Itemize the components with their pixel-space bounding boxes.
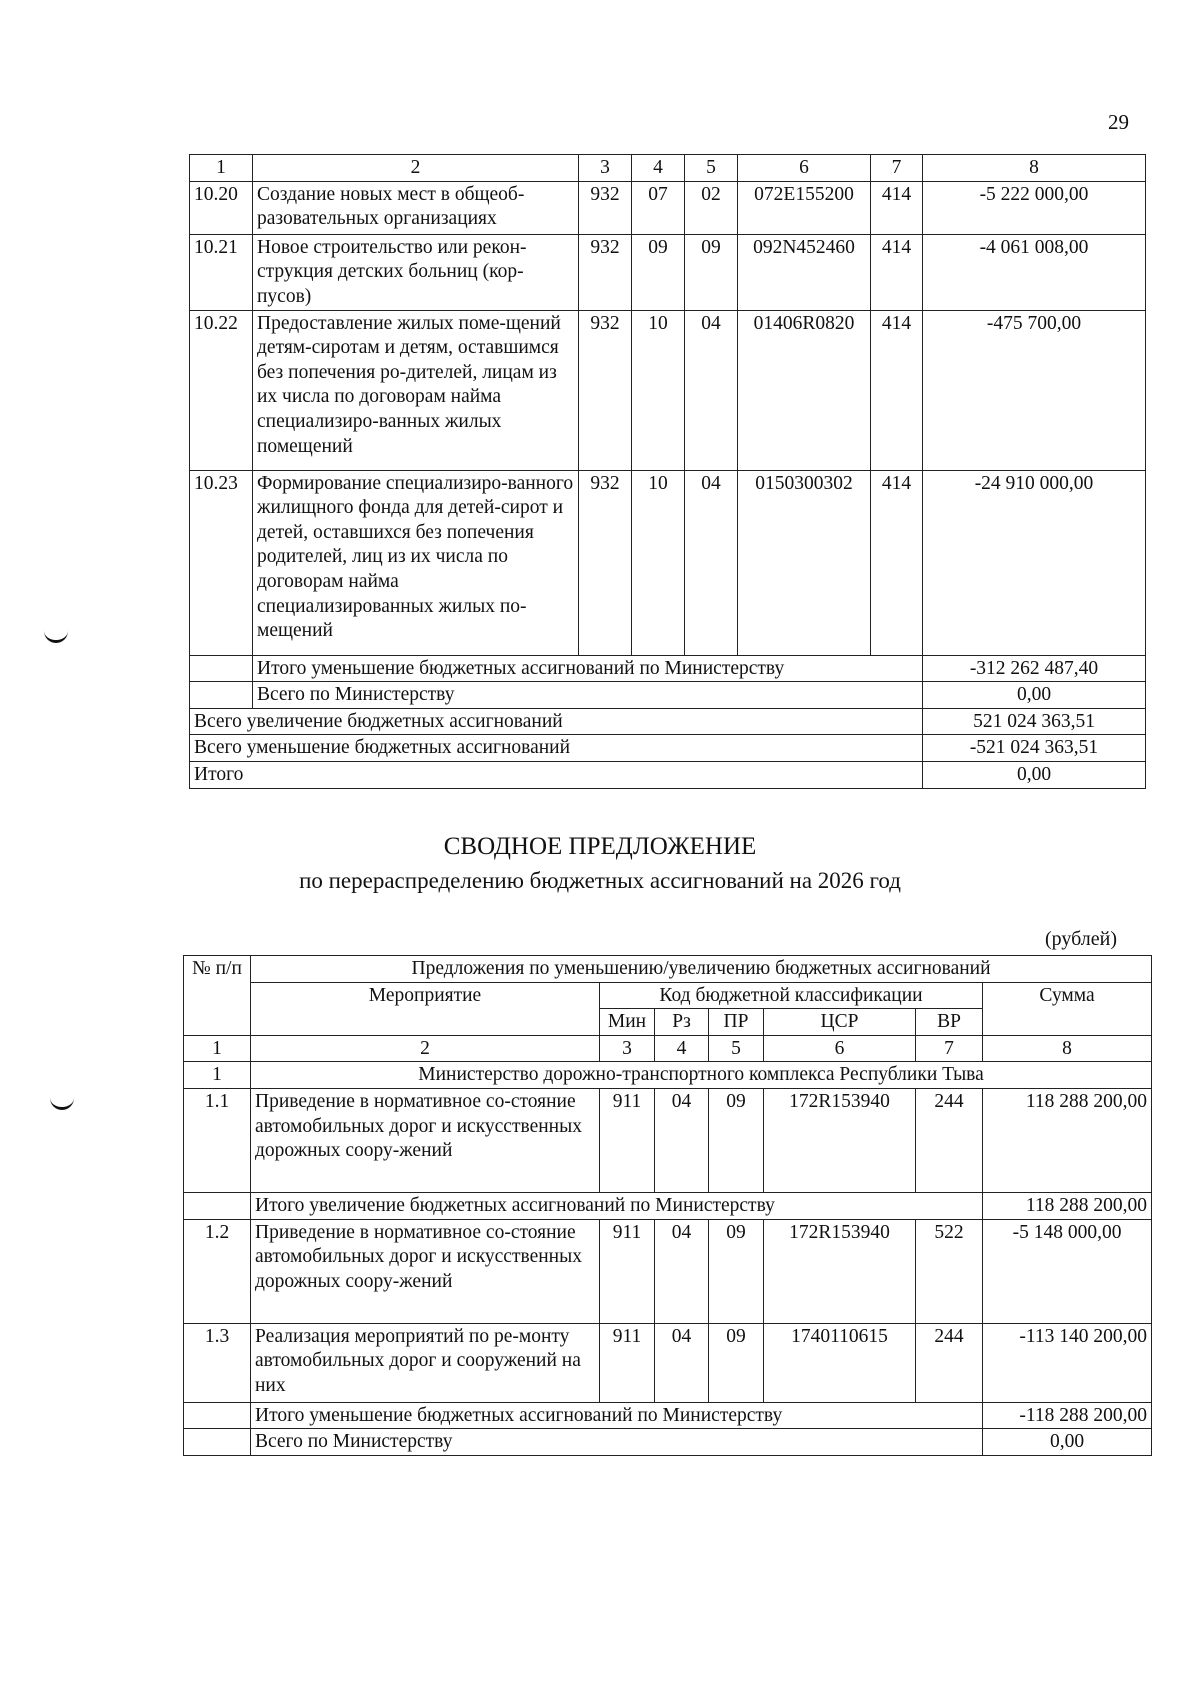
csr-code: 01406R0820	[738, 310, 871, 470]
total-label: Всего по Министерству	[253, 682, 923, 709]
column-number: 1	[190, 155, 253, 182]
document-title: СВОДНОЕ ПРЕДЛОЖЕНИЕ	[443, 833, 757, 860]
header-min: Мин	[600, 1009, 655, 1036]
row-name: Предоставление жилых поме-щений детям-сиротам и детям, оставшимся без попечения ро-дителей, лицам из их числа по договорам найма специализиро-ванных жилых помещений	[253, 310, 579, 470]
column-number: 7	[871, 155, 923, 182]
rz-code: 07	[632, 181, 685, 234]
row-name: Приведение в нормативное со-стояние автомобильных дорог и искусственных дорожных соору-жений	[251, 1088, 600, 1192]
row-number: 10.23	[190, 470, 253, 655]
vr-code: 244	[916, 1323, 983, 1402]
row-sum: -4 061 008,00	[923, 234, 1146, 310]
total-label: Всего уменьшение бюджетных ассигнований	[190, 735, 923, 762]
csr-code: 092N452460	[738, 234, 871, 310]
column-number-row	[184, 1035, 1152, 1062]
total-sum: 0,00	[983, 1429, 1152, 1456]
header-row	[184, 982, 1152, 1009]
total-row	[190, 761, 1146, 788]
min-code: 911	[600, 1088, 655, 1192]
total-sum: 0,00	[923, 761, 1146, 788]
row-sum: -5 222 000,00	[923, 181, 1146, 234]
header-code: Код бюджетной классификации	[600, 982, 983, 1009]
total-row	[184, 1402, 1152, 1429]
column-number: 2	[253, 155, 579, 182]
row-name: Реализация мероприятий по ре-монту автомобильных дорог и сооружений на них	[251, 1323, 600, 1402]
rz-code: 04	[655, 1323, 709, 1402]
total-label: Итого уменьшение бюджетных ассигнований по Министерству	[253, 655, 923, 682]
total-row	[190, 735, 1146, 762]
min-code: 932	[579, 470, 632, 655]
pr-code: 04	[685, 470, 738, 655]
budget-table-continuation	[189, 154, 1146, 789]
section-row	[184, 1062, 1152, 1089]
total-label: Итого уменьшение бюджетных ассигнований по Министерству	[251, 1402, 983, 1429]
table-row	[184, 1088, 1152, 1192]
total-sum: 118 288 200,00	[983, 1192, 1152, 1219]
column-number: 4	[655, 1035, 709, 1062]
table-row	[184, 1219, 1152, 1323]
header-rz: Рз	[655, 1009, 709, 1036]
row-number: 10.22	[190, 310, 253, 470]
rz-code: 04	[655, 1088, 709, 1192]
table-row	[190, 470, 1146, 655]
pr-code: 09	[709, 1323, 764, 1402]
row-sum: -113 140 200,00	[983, 1323, 1152, 1402]
min-code: 932	[579, 181, 632, 234]
margin-mark	[44, 628, 68, 643]
column-number: 6	[764, 1035, 916, 1062]
pr-code: 09	[685, 234, 738, 310]
header-proposals: Предложения по уменьшению/увеличению бюджетных ассигнований	[251, 956, 1152, 983]
min-code: 932	[579, 310, 632, 470]
vr-code: 414	[871, 234, 923, 310]
row-number: 1.2	[184, 1219, 251, 1323]
row-name: Формирование специализиро-ванного жилищного фонда для детей-сирот и детей, оставшихся без попечения родителей, лиц из их числа по договорам найма специализированных жилых по-мещений	[253, 470, 579, 655]
header-csr: ЦСР	[764, 1009, 916, 1036]
table-row	[190, 181, 1146, 234]
header-pr: ПР	[709, 1009, 764, 1036]
min-code: 911	[600, 1323, 655, 1402]
column-number: 4	[632, 155, 685, 182]
total-row	[190, 708, 1146, 735]
column-number: 7	[916, 1035, 983, 1062]
total-sum: -312 262 487,40	[923, 655, 1146, 682]
table-row	[190, 234, 1146, 310]
pr-code: 04	[685, 310, 738, 470]
csr-code: 172R153940	[764, 1219, 916, 1323]
min-code: 932	[579, 234, 632, 310]
row-number: 1.3	[184, 1323, 251, 1402]
header-vr: ВР	[916, 1009, 983, 1036]
total-sum: 521 024 363,51	[923, 708, 1146, 735]
page-number: 29	[1108, 110, 1129, 134]
row-sum: 118 288 200,00	[983, 1088, 1152, 1192]
vr-code: 414	[871, 181, 923, 234]
row-sum: -24 910 000,00	[923, 470, 1146, 655]
total-label: Итого	[190, 761, 923, 788]
row-sum: -475 700,00	[923, 310, 1146, 470]
total-label: Всего увеличение бюджетных ассигнований	[190, 708, 923, 735]
total-row	[190, 682, 1146, 709]
pr-code: 09	[709, 1219, 764, 1323]
total-sum: -521 024 363,51	[923, 735, 1146, 762]
margin-mark	[50, 1095, 74, 1110]
budget-proposal-table	[183, 955, 1152, 1456]
header-event: Мероприятие	[251, 982, 600, 1035]
vr-code: 522	[916, 1219, 983, 1323]
csr-code: 1740110615	[764, 1323, 916, 1402]
csr-code: 0150300302	[738, 470, 871, 655]
section-number: 1	[184, 1062, 251, 1089]
header-number: № п/п	[184, 956, 251, 1036]
total-sum: -118 288 200,00	[983, 1402, 1152, 1429]
total-label: Всего по Министерству	[251, 1429, 983, 1456]
rz-code: 10	[632, 310, 685, 470]
column-number: 3	[579, 155, 632, 182]
header-sum: Сумма	[983, 982, 1152, 1035]
column-number: 5	[709, 1035, 764, 1062]
pr-code: 09	[709, 1088, 764, 1192]
total-row	[184, 1192, 1152, 1219]
column-number: 8	[923, 155, 1146, 182]
min-code: 911	[600, 1219, 655, 1323]
table-row	[190, 310, 1146, 470]
row-name: Приведение в нормативное со-стояние автомобильных дорог и искусственных дорожных соору-жений	[251, 1219, 600, 1323]
section-name: Министерство дорожно-транспортного комплекса Республики Тыва	[251, 1062, 1152, 1089]
table-row	[184, 1323, 1152, 1402]
vr-code: 414	[871, 470, 923, 655]
document-subtitle: по перераспределению бюджетных ассигнований на 2026 год	[299, 868, 901, 893]
row-name: Новое строительство или рекон-струкция детских больниц (кор-пусов)	[253, 234, 579, 310]
column-number: 6	[738, 155, 871, 182]
rz-code: 09	[632, 234, 685, 310]
csr-code: 072E155200	[738, 181, 871, 234]
units-label: (рублей)	[1045, 928, 1118, 950]
total-row	[184, 1429, 1152, 1456]
csr-code: 172R153940	[764, 1088, 916, 1192]
column-number: 1	[184, 1035, 251, 1062]
column-number: 3	[600, 1035, 655, 1062]
row-number: 10.20	[190, 181, 253, 234]
total-label: Итого увеличение бюджетных ассигнований по Министерству	[251, 1192, 983, 1219]
column-number-row	[190, 155, 1146, 182]
rz-code: 10	[632, 470, 685, 655]
header-row	[184, 956, 1152, 983]
row-number: 1.1	[184, 1088, 251, 1192]
rz-code: 04	[655, 1219, 709, 1323]
total-sum: 0,00	[923, 682, 1146, 709]
vr-code: 414	[871, 310, 923, 470]
vr-code: 244	[916, 1088, 983, 1192]
pr-code: 02	[685, 181, 738, 234]
row-number: 10.21	[190, 234, 253, 310]
column-number: 5	[685, 155, 738, 182]
row-sum: -5 148 000,00	[983, 1219, 1152, 1323]
total-row	[190, 655, 1146, 682]
column-number: 2	[251, 1035, 600, 1062]
row-name: Создание новых мест в общеоб-разовательных организациях	[253, 181, 579, 234]
column-number: 8	[983, 1035, 1152, 1062]
